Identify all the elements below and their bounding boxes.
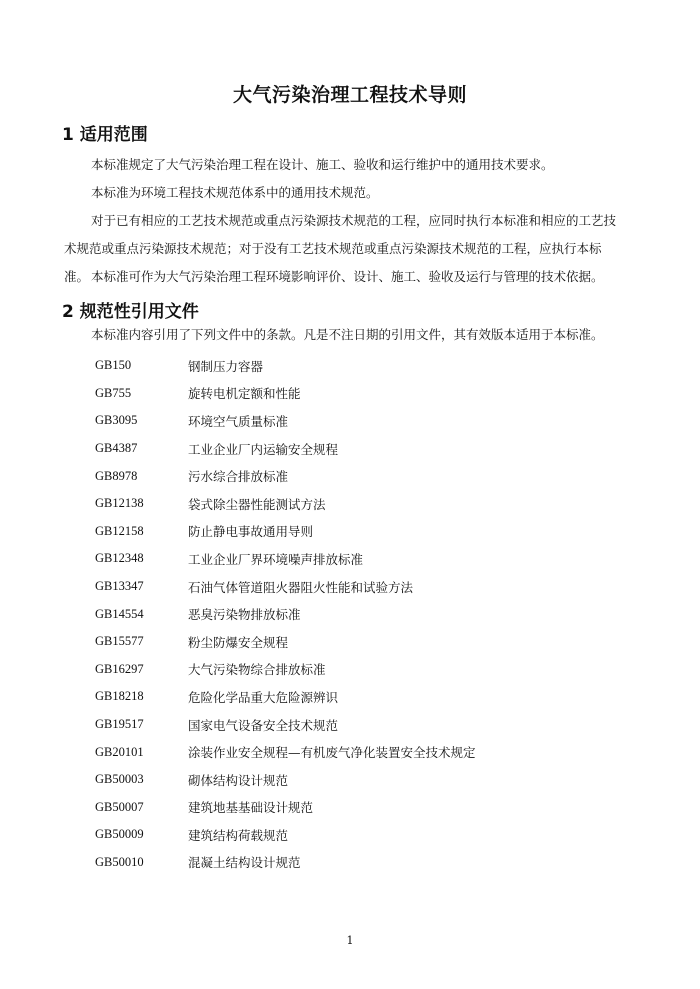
reference-item: [95, 821, 615, 849]
reference-title: 旋转电机定额和性能: [188, 386, 301, 402]
reference-item: [95, 573, 615, 601]
reference-item: [95, 600, 615, 628]
scope-paragraph: 本标准可作为大气污染治理工程环境影响评价、设计、施工、验收及运行与管理的技术依据。: [91, 269, 604, 284]
reference-title: 大气污染物综合排放标准: [188, 662, 326, 678]
reference-item: [95, 683, 615, 711]
scope-paragraph: 本标准规定了大气污染治理工程在设计、施工、验收和运行维护中的通用技术要求。: [91, 157, 554, 172]
page-number: 1: [346, 934, 354, 947]
reference-title: 砌体结构设计规范: [188, 772, 289, 788]
reference-title: 环境空气质量标准: [188, 413, 289, 429]
document-title: 大气污染治理工程技术导则: [232, 84, 467, 106]
reference-code: GB50010: [95, 854, 144, 869]
reference-item: [95, 490, 615, 518]
reference-title: 工业企业厂内运输安全规程: [188, 441, 339, 457]
reference-title: 石油气体管道阻火器阻火性能和试验方法: [188, 579, 414, 595]
reference-item: [95, 462, 615, 490]
reference-title: 建筑地基基础设计规范: [188, 800, 314, 816]
reference-code: GB150: [95, 358, 132, 373]
reference-item: [95, 545, 615, 573]
reference-item: [95, 518, 615, 546]
reference-title: 恶臭污染物排放标准: [188, 607, 301, 623]
reference-item: [95, 435, 615, 463]
reference-code: GB12348: [95, 551, 144, 566]
reference-code: GB15577: [95, 634, 144, 649]
reference-code: GB755: [95, 385, 132, 400]
reference-code: GB8978: [95, 468, 138, 483]
reference-code: GB50009: [95, 827, 144, 842]
reference-item: [95, 656, 615, 684]
reference-code: GB20101: [95, 744, 144, 759]
reference-code: GB14554: [95, 606, 144, 621]
reference-code: GB19517: [95, 717, 144, 732]
reference-title: 袋式除尘器性能测试方法: [188, 496, 326, 512]
reference-code: GB12158: [95, 523, 144, 538]
reference-title: 涂装作业安全规程—有机废气净化装置安全技术规定: [188, 745, 476, 761]
reference-code: GB3095: [95, 413, 138, 428]
reference-title: 粉尘防爆安全规程: [188, 634, 289, 650]
reference-standards-list: [95, 352, 615, 876]
reference-title: 危险化学品重大危险源辨识: [188, 689, 339, 705]
reference-code: GB50007: [95, 799, 144, 814]
reference-item: [95, 711, 615, 739]
reference-item: [95, 380, 615, 408]
reference-title: 钢制压力容器: [188, 358, 264, 374]
reference-code: GB18218: [95, 689, 144, 704]
reference-code: GB4387: [95, 441, 138, 456]
reference-code: GB16297: [95, 661, 144, 676]
reference-code: GB50003: [95, 772, 144, 787]
reference-title: 混凝土结构设计规范: [188, 855, 301, 871]
reference-code: GB13347: [95, 579, 144, 594]
reference-title: 建筑结构荷载规范: [188, 827, 289, 843]
section-heading-references: 2 规范性引用文件: [62, 302, 199, 322]
reference-item: [95, 849, 615, 877]
reference-title: 防止静电事故通用导则: [188, 524, 314, 540]
section-heading-scope: 1 适用范围: [62, 125, 148, 145]
reference-item: [95, 738, 615, 766]
reference-item: [95, 352, 615, 380]
reference-title: 工业企业厂界环境噪声排放标准: [188, 551, 364, 567]
scope-paragraph: 本标准为环境工程技术规范体系中的通用技术规范。: [91, 185, 379, 200]
references-intro-paragraph: 本标准内容引用了下列文件中的条款。凡是不注日期的引用文件，其有效版本适用于本标准。: [91, 327, 604, 342]
reference-item: [95, 794, 615, 822]
reference-item: [95, 407, 615, 435]
reference-item: [95, 628, 615, 656]
scope-paragraph: 对于已有相应的工艺技术规范或重点污染源技术规范的工程，应同时执行本标准和相应的工艺技术规范或重点污染源技术规范；对于没有工艺技术规范或重点污染源技术规范的工程，应执行本标准。: [64, 213, 617, 284]
reference-title: 污水综合排放标准: [188, 469, 289, 485]
reference-item: [95, 766, 615, 794]
reference-code: GB12138: [95, 496, 144, 511]
reference-title: 国家电气设备安全技术规范: [188, 717, 339, 733]
